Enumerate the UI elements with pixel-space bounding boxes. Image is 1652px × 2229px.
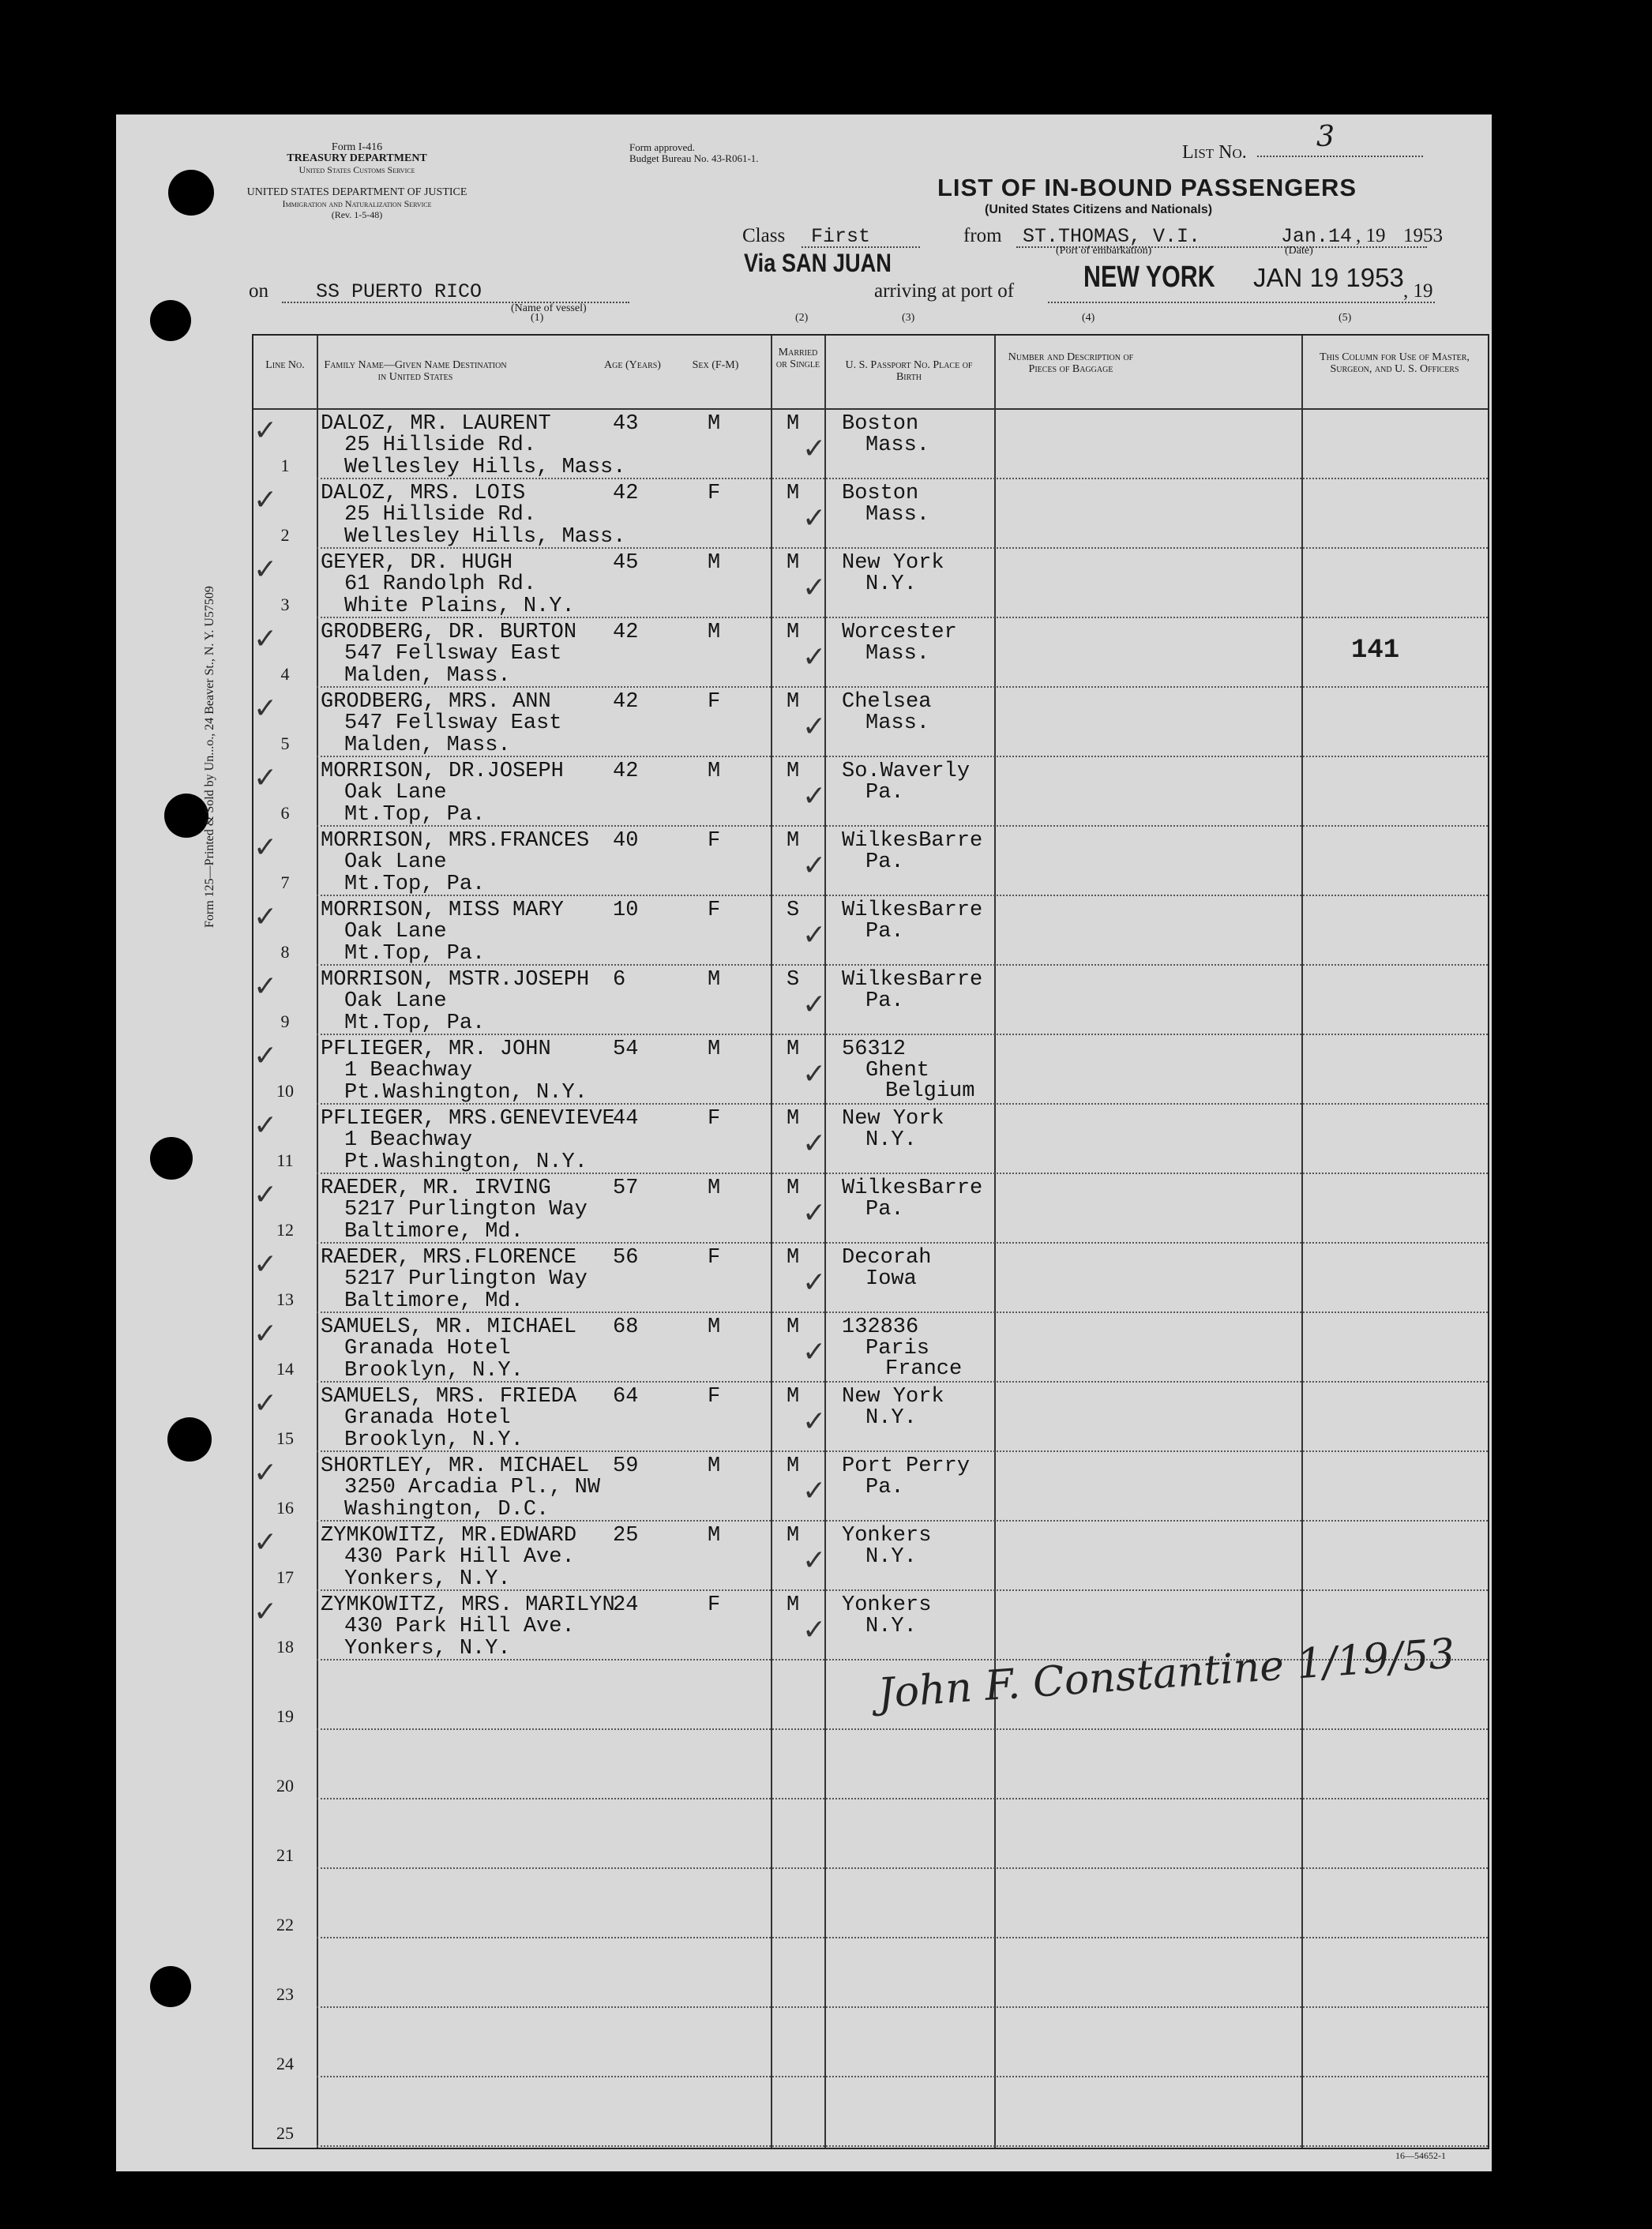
check-mark-icon: ✓ (802, 919, 827, 951)
passenger-age: 10 (613, 899, 639, 922)
passenger-city: Malden, Mass. (344, 664, 511, 688)
class-line (802, 246, 920, 248)
marital-status: M (787, 551, 800, 575)
passenger-address: Oak Lane (344, 989, 447, 1013)
check-mark-icon: ✓ (253, 1040, 278, 1072)
line-number: 7 (280, 872, 290, 892)
header-name: Family Name—Given Name Destination in United States (324, 359, 507, 383)
header-officers: This Column for Use of Master, Surgeon, and U. S. Officers (1320, 351, 1470, 375)
marital-status: M (787, 1454, 800, 1478)
year-suffix: , 19 (1403, 280, 1433, 302)
place-of-birth-2: Iowa (865, 1267, 917, 1291)
vessel-caption: (Name of vessel) (511, 302, 587, 314)
check-mark-icon: ✓ (253, 692, 278, 725)
check-mark-icon: ✓ (253, 484, 278, 516)
passenger-address: 547 Fellsway East (344, 711, 562, 735)
passenger-sex: M (708, 1524, 721, 1548)
budget-bureau: Budget Bureau No. 43-R061-1. (629, 152, 759, 164)
passenger-age: 64 (613, 1385, 639, 1409)
vessel-name: SS PUERTO RICO (316, 280, 482, 303)
check-mark-icon: ✓ (802, 1197, 827, 1229)
passenger-age: 42 (613, 482, 639, 505)
column-2-marker: (2) (795, 312, 809, 324)
passenger-city: Brooklyn, N.Y. (344, 1359, 524, 1383)
passenger-age: 24 (613, 1593, 639, 1617)
justice-header (242, 187, 471, 220)
form-subtitle: (United States Citizens and Nationals) (985, 203, 1213, 216)
line-number: 4 (280, 664, 290, 684)
header-divider (253, 408, 1488, 410)
place-of-birth-1: WilkesBarre (842, 1176, 983, 1200)
passenger-address: 25 Hillside Rd. (344, 433, 537, 457)
marital-status: S (787, 968, 800, 992)
passenger-name: DALOZ, MRS. LOIS (321, 482, 526, 505)
passenger-city: Mt.Top, Pa. (344, 1011, 486, 1035)
passenger-city: Brooklyn, N.Y. (344, 1428, 524, 1452)
place-of-birth-2: Mass. (865, 433, 930, 457)
passenger-age: 44 (613, 1107, 639, 1131)
check-mark-icon: ✓ (802, 641, 827, 674)
passenger-sex: M (708, 1315, 721, 1339)
passenger-city: Wellesley Hills, Mass. (344, 525, 626, 549)
check-mark-icon: ✓ (253, 415, 278, 447)
passenger-age: 57 (613, 1176, 639, 1200)
place-of-birth-1: 56312 (842, 1038, 907, 1061)
row-line (317, 1798, 1488, 1799)
passenger-name: GRODBERG, DR. BURTON (321, 621, 577, 644)
place-of-birth-2: Pa. (865, 920, 904, 944)
printer-side-text: Form 125—Printed & Sold by Un...o., 24 Beaver St., N. Y. U57509 (203, 586, 216, 928)
passenger-city: Mt.Top, Pa. (344, 872, 486, 896)
passenger-address: 430 Park Hill Ave. (344, 1615, 575, 1638)
check-mark-icon: ✓ (253, 1248, 278, 1281)
place-of-birth-2: N.Y. (865, 1615, 917, 1638)
place-of-birth-1: New York (842, 1107, 944, 1131)
header-baggage: Number and Description of Pieces of Baggage (1008, 351, 1134, 375)
passenger-name: SAMUELS, MR. MICHAEL (321, 1315, 577, 1339)
check-mark-icon: ✓ (253, 553, 278, 586)
date-caption: (Date) (1285, 245, 1313, 257)
check-mark-icon: ✓ (253, 1179, 278, 1211)
binder-hole (150, 300, 191, 341)
embarkation-year: 1953 (1403, 225, 1443, 246)
passenger-address: 5217 Purlington Way (344, 1267, 588, 1291)
place-of-birth-1: Worcester (842, 621, 957, 644)
line-number: 2 (280, 525, 290, 545)
check-mark-icon: ✓ (802, 572, 827, 604)
arrival-line (1048, 302, 1435, 303)
check-mark-icon: ✓ (253, 1526, 278, 1559)
line-number: 24 (276, 2054, 294, 2073)
passenger-city: Baltimore, Md. (344, 1220, 524, 1244)
row-line (317, 825, 1488, 827)
marital-status: M (787, 1524, 800, 1548)
passenger-name: SHORTLEY, MR. MICHAEL (321, 1454, 590, 1478)
passenger-name: MORRISON, DR.JOSEPH (321, 760, 564, 783)
passenger-name: ZYMKOWITZ, MR.EDWARD (321, 1524, 577, 1548)
passenger-name: PFLIEGER, MR. JOHN (321, 1038, 551, 1061)
marital-status: M (787, 412, 800, 436)
passenger-age: 59 (613, 1454, 639, 1478)
passenger-name: GRODBERG, MRS. ANN (321, 690, 551, 714)
form-number: Form I-416 (331, 141, 383, 153)
officer-number: 141 (1351, 636, 1400, 666)
marital-status: M (787, 829, 800, 853)
line-number: 11 (276, 1150, 294, 1170)
place-of-birth-1: 132836 (842, 1315, 919, 1339)
place-of-birth-1: Yonkers (842, 1593, 932, 1617)
passenger-sex: M (708, 412, 721, 436)
line-number: 8 (280, 942, 290, 962)
passenger-age: 6 (613, 968, 626, 992)
passenger-city: Malden, Mass. (344, 734, 511, 757)
passenger-name: MORRISON, MISS MARY (321, 899, 564, 922)
passenger-sex: F (708, 899, 721, 922)
passenger-address: 5217 Purlington Way (344, 1198, 588, 1221)
check-mark-icon: ✓ (253, 1318, 278, 1350)
row-line (317, 2076, 1488, 2077)
binder-hole (164, 794, 208, 838)
column-4-marker: (4) (1082, 312, 1095, 324)
passenger-age: 42 (613, 760, 639, 783)
header-age: Age (Years) (604, 359, 661, 371)
approval-block (629, 142, 759, 164)
place-of-birth-2: Pa. (865, 1476, 904, 1499)
passenger-address: 61 Randolph Rd. (344, 572, 537, 596)
passenger-address: Oak Lane (344, 781, 447, 805)
marital-status: M (787, 760, 800, 783)
row-line (317, 1867, 1488, 1869)
passenger-sex: M (708, 621, 721, 644)
footer-code: 16—54652-1 (1395, 2150, 1446, 2161)
line-number: 3 (280, 595, 290, 614)
passenger-name: RAEDER, MR. IRVING (321, 1176, 551, 1200)
column-5-marker: (5) (1338, 312, 1352, 324)
line-number: 5 (280, 734, 290, 753)
place-of-birth-2: Pa. (865, 989, 904, 1013)
header-sex: Sex (F-M) (692, 359, 739, 371)
binder-hole (150, 1966, 191, 2007)
check-mark-icon: ✓ (802, 989, 827, 1021)
place-of-birth-3: Belgium (885, 1079, 975, 1103)
passenger-sex: M (708, 1038, 721, 1061)
line-number: 13 (276, 1289, 294, 1309)
marital-status: M (787, 1176, 800, 1200)
arriving-label: arriving at port of (874, 280, 1015, 302)
arrival-date-stamp: JAN 19 1953 (1253, 263, 1404, 292)
place-of-birth-2: Pa. (865, 850, 904, 874)
place-of-birth-2: Mass. (865, 503, 930, 527)
passenger-sex: F (708, 482, 721, 505)
via-stamp: Via SAN JUAN (744, 249, 892, 277)
row-line (317, 1034, 1488, 1035)
passenger-age: 25 (613, 1524, 639, 1548)
binder-hole (150, 1137, 193, 1180)
place-of-birth-1: So.Waverly (842, 760, 971, 783)
marital-status: M (787, 1107, 800, 1131)
passenger-age: 43 (613, 412, 639, 436)
row-line (317, 964, 1488, 966)
line-number: 23 (276, 1984, 294, 2004)
place-of-birth-2: Mass. (865, 711, 930, 735)
passenger-age: 42 (613, 621, 639, 644)
passenger-sex: F (708, 690, 721, 714)
binder-hole (167, 1417, 212, 1462)
passenger-name: PFLIEGER, MRS.GENEVIEVE (321, 1107, 615, 1131)
marital-status: M (787, 1593, 800, 1617)
passenger-name: DALOZ, MR. LAURENT (321, 412, 551, 436)
marital-status: M (787, 1385, 800, 1409)
passenger-age: 54 (613, 1038, 639, 1061)
row-line (317, 2145, 1488, 2147)
passenger-address: 430 Park Hill Ave. (344, 1545, 575, 1569)
ins-service: Immigration and Naturalization Service (282, 198, 432, 209)
treasury-department: TREASURY DEPARTMENT (287, 152, 427, 164)
class-value: First (811, 225, 871, 248)
header-married: Married or Single (775, 347, 820, 370)
check-mark-icon: ✓ (802, 1266, 827, 1299)
line-number: 1 (280, 456, 290, 475)
check-mark-icon: ✓ (253, 623, 278, 655)
passenger-city: Wellesley Hills, Mass. (344, 456, 626, 479)
place-of-birth-2: Paris (865, 1337, 930, 1360)
column-1-marker: (1) (531, 312, 544, 324)
row-line (317, 1937, 1488, 1938)
list-no-line (1257, 156, 1423, 157)
line-number: 20 (276, 1776, 294, 1796)
line-number: 14 (276, 1359, 294, 1379)
passenger-address: 1 Beachway (344, 1128, 473, 1152)
header-line-no: Line No. (265, 359, 305, 371)
passenger-sex: M (708, 551, 721, 575)
check-mark-icon: ✓ (802, 711, 827, 743)
check-mark-icon: ✓ (802, 850, 827, 882)
passenger-age: 42 (613, 690, 639, 714)
check-mark-icon: ✓ (802, 1614, 827, 1646)
place-of-birth-1: New York (842, 551, 944, 575)
marital-status: M (787, 1315, 800, 1339)
passenger-sex: M (708, 760, 721, 783)
check-mark-icon: ✓ (802, 1544, 827, 1577)
passenger-name: SAMUELS, MRS. FRIEDA (321, 1385, 577, 1409)
passenger-city: Pt.Washington, N.Y. (344, 1150, 588, 1174)
from-label: from (963, 225, 1002, 246)
line-number: 9 (280, 1011, 290, 1031)
check-mark-icon: ✓ (253, 1596, 278, 1628)
passenger-address: 3250 Arcadia Pl., NW (344, 1476, 601, 1499)
passenger-sex: F (708, 1385, 721, 1409)
place-of-birth-2: Pa. (865, 1198, 904, 1221)
place-of-birth-1: Boston (842, 412, 919, 436)
year-prefix: , 19 (1356, 225, 1386, 246)
column-3-marker: (3) (902, 312, 915, 324)
place-of-birth-2: N.Y. (865, 1406, 917, 1430)
passenger-age: 56 (613, 1246, 639, 1270)
passenger-address: 1 Beachway (344, 1059, 473, 1083)
check-mark-icon: ✓ (802, 1058, 827, 1090)
place-of-birth-2: N.Y. (865, 1545, 917, 1569)
line-number: 12 (276, 1220, 294, 1240)
row-line (317, 2006, 1488, 2008)
passenger-city: Mt.Top, Pa. (344, 942, 486, 966)
line-number: 17 (276, 1567, 294, 1587)
list-no-label: List No. (1182, 142, 1247, 163)
passenger-name: ZYMKOWITZ, MRS. MARILYN (321, 1593, 615, 1617)
passenger-age: 45 (613, 551, 639, 575)
marital-status: M (787, 482, 800, 505)
check-mark-icon: ✓ (802, 1475, 827, 1507)
line-number: 6 (280, 803, 290, 823)
line-number: 16 (276, 1498, 294, 1518)
line-number: 22 (276, 1915, 294, 1934)
passenger-sex: F (708, 829, 721, 853)
passenger-address: Oak Lane (344, 920, 447, 944)
check-mark-icon: ✓ (802, 433, 827, 465)
place-of-birth-3: France (885, 1357, 963, 1381)
passenger-name: MORRISON, MRS.FRANCES (321, 829, 590, 853)
passenger-city: Mt.Top, Pa. (344, 803, 486, 827)
header-passport: U. S. Passport No. Place of Birth (845, 359, 973, 383)
place-of-birth-1: New York (842, 1385, 944, 1409)
passenger-sex: M (708, 1454, 721, 1478)
embarkation-date: Jan.14 (1281, 225, 1353, 248)
passenger-city: Yonkers, N.Y. (344, 1637, 511, 1660)
passenger-city: Washington, D.C. (344, 1498, 550, 1522)
passenger-name: RAEDER, MRS.FLORENCE (321, 1246, 577, 1270)
line-number: 18 (276, 1637, 294, 1657)
place-of-birth-1: Decorah (842, 1246, 932, 1270)
line-number: 25 (276, 2123, 294, 2143)
passenger-city: Baltimore, Md. (344, 1289, 524, 1313)
form-approved: Form approved. (629, 141, 696, 153)
check-mark-icon: ✓ (802, 1128, 827, 1160)
port-of-embarkation: ST.THOMAS, V.I. (1023, 225, 1201, 248)
row-line (317, 1728, 1488, 1730)
line-number: 15 (276, 1428, 294, 1448)
check-mark-icon: ✓ (253, 1457, 278, 1489)
passenger-address: 25 Hillside Rd. (344, 503, 537, 527)
marital-status: S (787, 899, 800, 922)
on-label: on (249, 280, 268, 302)
arrival-port-stamp: NEW YORK (1083, 261, 1215, 294)
check-mark-icon: ✓ (253, 831, 278, 864)
passenger-address: 547 Fellsway East (344, 642, 562, 666)
check-mark-icon: ✓ (802, 1405, 827, 1438)
check-mark-icon: ✓ (253, 901, 278, 933)
check-mark-icon: ✓ (253, 970, 278, 1003)
class-label: Class (742, 225, 786, 246)
check-mark-icon: ✓ (253, 1109, 278, 1142)
line-number: 19 (276, 1706, 294, 1726)
place-of-birth-1: WilkesBarre (842, 968, 983, 992)
line-number: 21 (276, 1845, 294, 1865)
form-title: LIST OF IN-BOUND PASSENGERS (937, 174, 1357, 201)
passenger-address: Oak Lane (344, 850, 447, 874)
passenger-sex: F (708, 1107, 721, 1131)
place-of-birth-2: N.Y. (865, 1128, 917, 1152)
passenger-name: GEYER, DR. HUGH (321, 551, 513, 575)
justice-department: UNITED STATES DEPARTMENT OF JUSTICE (246, 186, 467, 198)
passenger-address: Granada Hotel (344, 1337, 511, 1360)
marital-status: M (787, 690, 800, 714)
check-mark-icon: ✓ (802, 1336, 827, 1368)
form-header-left (250, 142, 464, 175)
passenger-manifest-sheet (116, 114, 1492, 2171)
place-of-birth-1: Chelsea (842, 690, 932, 714)
passenger-city: Pt.Washington, N.Y. (344, 1081, 588, 1105)
customs-service: United States Customs Service (298, 164, 415, 175)
passenger-age: 68 (613, 1315, 639, 1339)
port-caption: (Port of embarkation) (1056, 245, 1152, 257)
passenger-sex: M (708, 1176, 721, 1200)
place-of-birth-1: Boston (842, 482, 919, 505)
check-mark-icon: ✓ (802, 502, 827, 535)
marital-status: M (787, 1246, 800, 1270)
passenger-city: White Plains, N.Y. (344, 595, 575, 618)
place-of-birth-2: Mass. (865, 642, 930, 666)
place-of-birth-1: Port Perry (842, 1454, 971, 1478)
binder-hole (168, 170, 214, 216)
marital-status: M (787, 621, 800, 644)
check-mark-icon: ✓ (253, 1387, 278, 1420)
place-of-birth-2: N.Y. (865, 572, 917, 596)
passenger-city: Yonkers, N.Y. (344, 1567, 511, 1591)
line-number: 10 (276, 1081, 294, 1101)
passenger-sex: M (708, 968, 721, 992)
place-of-birth-1: Yonkers (842, 1524, 932, 1548)
check-mark-icon: ✓ (802, 780, 827, 812)
inspector-signature: John F. Constantine 1/19/53 (876, 1630, 1457, 1718)
passenger-sex: F (708, 1246, 721, 1270)
revision: (Rev. 1-5-48) (331, 209, 383, 220)
place-of-birth-2: Pa. (865, 781, 904, 805)
list-no-value: 3 (1316, 121, 1335, 153)
place-of-birth-1: WilkesBarre (842, 899, 983, 922)
check-mark-icon: ✓ (253, 762, 278, 794)
place-of-birth-1: WilkesBarre (842, 829, 983, 853)
passenger-name: MORRISON, MSTR.JOSEPH (321, 968, 590, 992)
passenger-address: Granada Hotel (344, 1406, 511, 1430)
row-line (317, 895, 1488, 896)
marital-status: M (787, 1038, 800, 1061)
place-of-birth-2: Ghent (865, 1059, 930, 1083)
passenger-age: 40 (613, 829, 639, 853)
passenger-sex: F (708, 1593, 721, 1617)
passenger-table (252, 334, 1489, 2149)
